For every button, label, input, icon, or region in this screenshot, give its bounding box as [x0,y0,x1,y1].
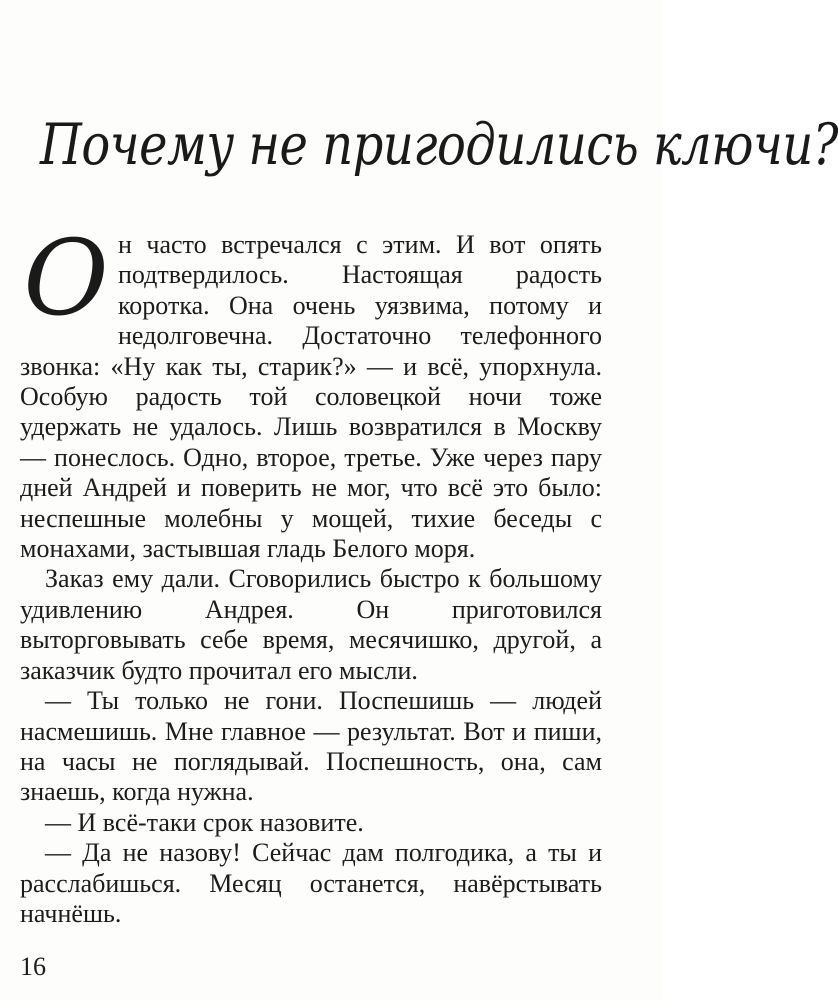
paragraph: Заказ ему дали. Сговорились быстро к большому удивлению Андрея. Он приготовился выторговывать себе время, месячишко, другой, а заказчик будто прочитал его мысли. [20,564,602,685]
body-text [20,217,602,929]
paragraph: — И всё-таки срок назовите. [45,807,364,837]
paragraph: н часто встречался с этим. И вот опять подтвердилось. Настоящая радость коротка. Она очень уязвима, потому и недолговечна. Достаточно телефонного звонка: «Ну как ты, старик?» — и всё, упорхнула. Особую радость той соловецкой ночи тоже удержать не удалось. Лишь возвратился в Москву — понеслось. Одно, второе, третье. Уже через пару дней Андрей и поверить не мог, что всё это было: неспешные молебны у мощей, тихие беседы с монахами, застывшая гладь Белого моря. [20,230,602,564]
paragraph: — Ты только не гони. Поспешишь — людей насмешишь. Мне главное — результат. Вот и пиши, на часы не поглядывай. Поспешность, она, сам знаешь, когда нужна. [20,686,602,807]
chapter-title: Почему не пригодились ключи? [40,111,838,179]
paragraph: — Да не назову! Сейчас дам полгодика, а ты и расслабишься. Месяц останется, навёрстывать начнёшь. [20,838,602,928]
page-number: 16 [20,952,46,981]
drop-cap: О [23,217,109,339]
